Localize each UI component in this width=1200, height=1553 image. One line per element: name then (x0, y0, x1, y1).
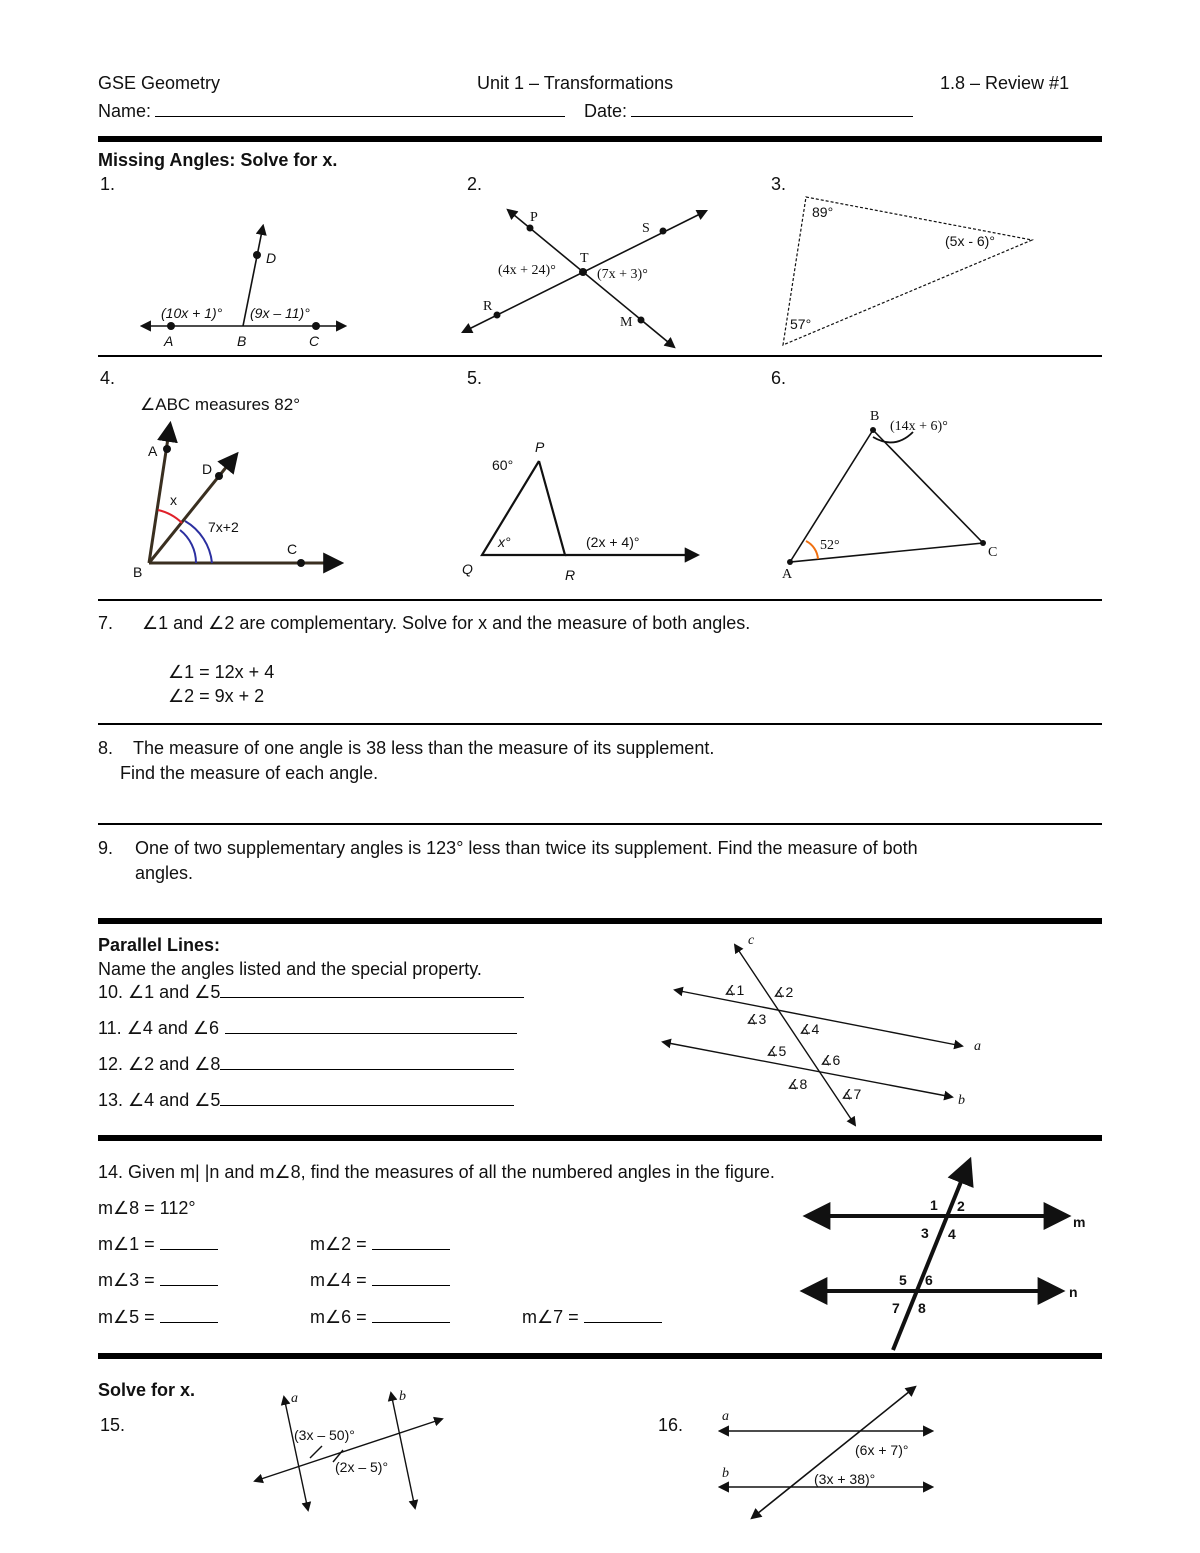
course-title: GSE Geometry (98, 73, 221, 93)
point-D: D (266, 250, 277, 266)
label: (7x + 3)° (597, 267, 648, 282)
point-R: R (483, 299, 493, 314)
section-title-missing-angles: Missing Angles: Solve for x. (98, 150, 338, 170)
angle-3: 3 (921, 1225, 929, 1241)
line-a: a (291, 1391, 298, 1406)
point-T: T (580, 251, 589, 266)
label: (2x + 4)° (586, 534, 640, 550)
point-R: R (565, 567, 576, 583)
label: m∠7 = (522, 1307, 579, 1327)
point-C: C (988, 545, 998, 560)
point-B: B (237, 333, 247, 349)
point-B: B (133, 564, 143, 580)
label-expr: 7x+2 (208, 519, 239, 535)
angle-8: ∡8 (787, 1076, 808, 1092)
problem-9-line1: One of two supplementary angles is 123° less than twice its supplement. Find the measure of both (135, 838, 918, 858)
angle-6: 6 (925, 1272, 933, 1288)
problem-number: 15. (100, 1415, 126, 1435)
review-title: 1.8 – Review #1 (940, 73, 1070, 93)
label: (2x – 5)° (335, 1459, 389, 1475)
label-x: x (170, 492, 177, 508)
figure-2 (463, 210, 706, 347)
section-title-solve: Solve for x. (98, 1380, 196, 1400)
problem-number: 5. (467, 368, 483, 388)
line-b: b (958, 1093, 965, 1108)
line-a: a (974, 1039, 981, 1054)
item-label: 13. ∠4 and ∠5 (98, 1090, 221, 1110)
angle-5: ∡5 (766, 1043, 787, 1059)
angle-2: 2 (957, 1198, 965, 1214)
item-label: 10. ∠1 and ∠5 (98, 982, 221, 1002)
line-m: m (1073, 1214, 1086, 1230)
point-A: A (164, 333, 174, 349)
unit-title: Unit 1 – Transformations (477, 73, 674, 93)
point-C: C (287, 541, 298, 557)
problem-8-line2: Find the measure of each angle. (120, 763, 379, 783)
label: (14x + 6)° (890, 419, 948, 434)
angle-1: ∡1 (724, 982, 745, 998)
angle-8: 8 (918, 1300, 926, 1316)
problem-number: 8. (98, 738, 114, 758)
point-B: B (870, 409, 880, 424)
problem-number: 6. (771, 368, 787, 388)
problem-number: 2. (467, 174, 483, 194)
line-b: b (722, 1466, 729, 1481)
label: 60° (492, 457, 514, 473)
point-Q: Q (462, 561, 473, 577)
problem-number: 7. (98, 613, 114, 633)
given-angle-8: m∠8 = 112° (98, 1198, 196, 1218)
date-label: Date: (584, 101, 628, 121)
label: 89° (812, 204, 834, 220)
angle-3: ∡3 (746, 1011, 767, 1027)
angle-4: ∡4 (799, 1021, 820, 1037)
figure-4 (149, 425, 340, 563)
problem-9-line2: angles. (135, 863, 194, 883)
label: m∠5 = (98, 1307, 155, 1327)
label: x° (498, 534, 511, 550)
problem-number: 9. (98, 838, 114, 858)
label: 57° (790, 316, 812, 332)
label: 52° (820, 538, 840, 553)
item-label: 11. ∠4 and ∠6 (98, 1018, 220, 1038)
figure-15 (255, 1393, 442, 1510)
angle-5: 5 (899, 1272, 907, 1288)
label: (3x – 50)° (294, 1427, 355, 1443)
problem-number: 16. (658, 1415, 684, 1435)
item-label: 12. ∠2 and ∠8 (98, 1054, 221, 1074)
label: (9x – 11)° (250, 305, 310, 321)
angle-4: 4 (948, 1226, 956, 1242)
problem-7-text: ∠1 and ∠2 are complementary. Solve for x and the measure of both angles. (142, 613, 751, 633)
label: (4x + 24)° (498, 263, 556, 278)
name-label: Name: (98, 101, 152, 121)
problem-number: 3. (771, 174, 787, 194)
figure-14 (805, 1162, 1066, 1350)
angle-7: ∡7 (841, 1086, 862, 1102)
label: m∠3 = (98, 1270, 155, 1290)
line-a: a (722, 1409, 729, 1424)
figure-6 (790, 430, 983, 562)
label: (3x + 38)° (814, 1471, 876, 1487)
line-c: c (748, 933, 755, 948)
problem-7-eq1: ∠1 = 12x + 4 (168, 662, 275, 682)
label: m∠6 = (310, 1307, 367, 1327)
problem-7-eq2: ∠2 = 9x + 2 (168, 686, 265, 706)
line-n: n (1069, 1284, 1078, 1300)
label: (5x - 6)° (945, 233, 995, 249)
label: m∠4 = (310, 1270, 367, 1290)
point-C: C (309, 333, 320, 349)
section-title-parallel-lines: Parallel Lines: (98, 935, 221, 955)
point-A: A (782, 567, 793, 582)
point-S: S (642, 221, 650, 236)
point-P: P (535, 439, 545, 455)
point-M: M (620, 315, 633, 330)
parallel-instructions: Name the angles listed and the special property. (98, 959, 482, 979)
label: m∠2 = (310, 1234, 367, 1254)
angle-6: ∡6 (820, 1052, 841, 1068)
label: (10x + 1)° (161, 305, 223, 321)
angle-1: 1 (930, 1197, 938, 1213)
angle-abc-caption: ∠ABC measures 82° (140, 395, 300, 414)
problem-8-line1: The measure of one angle is 38 less than the measure of its supplement. (133, 738, 715, 758)
problem-14-text: 14. Given m| |n and m∠8, find the measures of all the numbered angles in the figure. (98, 1162, 775, 1182)
angle-7: 7 (892, 1300, 900, 1316)
label: m∠1 = (98, 1234, 155, 1254)
point-D: D (202, 461, 213, 477)
label: (6x + 7)° (855, 1442, 909, 1458)
angle-2: ∡2 (773, 984, 794, 1000)
point-P: P (530, 210, 538, 225)
point-A: A (148, 443, 158, 459)
line-b: b (399, 1389, 406, 1404)
problem-number: 4. (100, 368, 116, 388)
problem-number: 1. (100, 174, 116, 194)
